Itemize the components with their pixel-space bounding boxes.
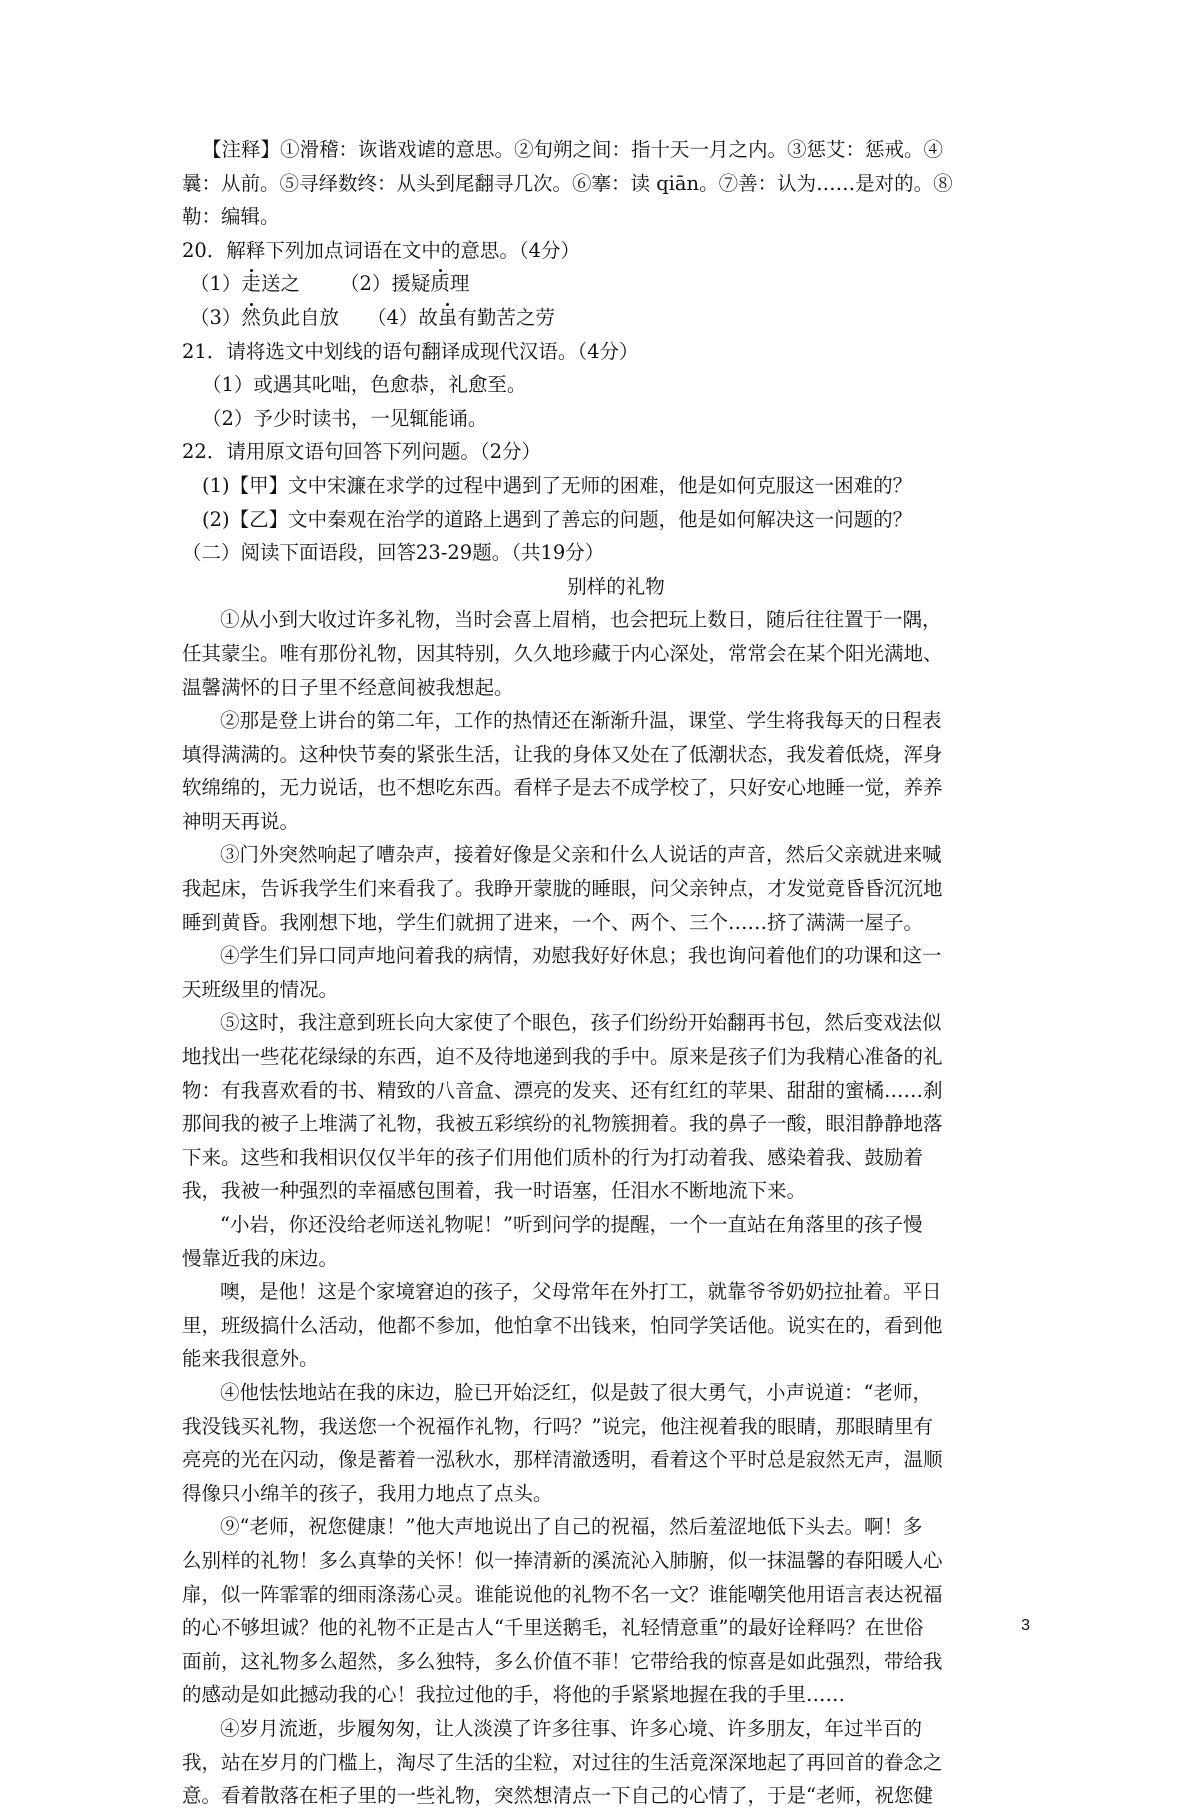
- q20-item-2: （2）援疑质理: [339, 272, 470, 296]
- paragraph-line: 里，班级搞什么活动，他都不参加，他怕拿不出钱来，怕同学笑话他。说实在的，看到他: [182, 1313, 943, 1337]
- paragraph-line: 我没钱买礼物，我送您一个祝福作礼物，行吗？”说完，他注视着我的眼睛，那眼睛里有: [182, 1414, 933, 1438]
- dotted-char: 然: [241, 305, 261, 329]
- question-items-row: [182, 267, 1042, 301]
- paragraph-line: ①从小到大收过许多礼物，当时会喜上眉梢，也会把玩上数日，随后往往置于一隅，: [220, 608, 942, 632]
- paragraph-line: ⑨“老师，祝您健康！”他大声地说出了自己的祝福，然后羞涩地低下头去。啊！多: [220, 1515, 923, 1539]
- paragraph-line: 得像只小绵羊的孩子，我用力地点了点头。: [182, 1481, 553, 1505]
- paragraph-line: 填得满满的。这种快节奏的紧张生活，让我的身体又处在了低潮状态，我发着低烧，浑身: [182, 742, 943, 766]
- paragraph-line: 任其蒙尘。唯有那份礼物，因其特别，久久地珍藏于内心深处，常常会在某个阳光满地、: [182, 641, 943, 665]
- dotted-char: 质: [430, 272, 450, 296]
- passage-paragraph: [182, 704, 1042, 838]
- question-item: (1)【甲】文中宋濂在求学的过程中遇到了无师的困难，他是如何克服这一困难的？: [202, 473, 913, 497]
- q20-item-3: （3）然负此自放: [190, 305, 339, 329]
- paragraph-line: 温馨满怀的日子里不经意间被我想起。: [182, 675, 514, 699]
- notes-line: 曩：从前。⑤寻绎数终：从头到尾翻寻几次。⑥搴：读 qiān。⑦善：认为……是对的。⑧: [182, 171, 953, 195]
- document-page: [182, 133, 1042, 1813]
- passage-paragraph: [182, 1006, 1042, 1208]
- paragraph-line: 天班级里的情况。: [182, 977, 339, 1001]
- paragraph-line: 能来我很意外。: [182, 1347, 319, 1371]
- passage-paragraph: [182, 603, 1042, 704]
- dotted-char: 走: [241, 272, 261, 296]
- q20-item-4: （4）故虽有勤苦之劳: [366, 305, 555, 329]
- passage-paragraph: [182, 1712, 1042, 1813]
- paragraph-line: 我起床，告诉我学生们来看我了。我睁开蒙胧的睡眼，问父亲钟点，才发觉竟昏昏沉沉地: [182, 877, 943, 901]
- q20-item-1: （1）走送之: [190, 272, 300, 296]
- paragraph-line: 那间我的被子上堆满了礼物，我被五彩缤纷的礼物簇拥着。我的鼻子一酸，眼泪静静地落: [182, 1112, 943, 1136]
- paragraph-line: 亮亮的光在闪动，像是蓄着一泓秋水，那样清澈透明，看着这个平时总是寂然无声，温顺: [182, 1448, 943, 1472]
- paragraph-line: 下来。这些和我相识仅仅半年的孩子们用他们质朴的行为打动着我、感染着我、鼓励着: [182, 1145, 924, 1169]
- dotted-char: 虽: [437, 305, 458, 329]
- passage-paragraph: [182, 939, 1042, 1006]
- question-stem: 21．请将选文中划线的语句翻译成现代汉语。（4分）: [182, 339, 639, 363]
- passage-paragraph: [182, 1208, 1042, 1275]
- paragraph-line: 意。看着散落在柜子里的一些礼物，突然想清点一下自己的心情了，于是“老师，祝您健: [182, 1784, 933, 1808]
- passage-title: 别样的礼物: [567, 574, 665, 598]
- paragraph-line: 地找出一些花花绿绿的东西，迫不及待地递到我的手中。原来是孩子们为我精心准备的礼: [182, 1045, 943, 1069]
- paragraph-line: 扉，似一阵霏霏的细雨涤荡心灵。谁能说他的礼物不名一文？谁能嘲笑他用语言表达祝福: [182, 1582, 943, 1606]
- notes-line: 【注释】①滑稽：诙谐戏谑的意思。②旬朔之间：指十天一月之内。③惩艾：惩戒。④: [202, 138, 944, 161]
- question-item: （2）予少时读书，一见辄能诵。: [202, 406, 488, 430]
- paragraph-line: 面前，这礼物多么超然，多么独特，多么价值不菲！它带给我的惊喜是如此强烈，带给我: [182, 1649, 943, 1673]
- paragraph-line: ③门外突然响起了嘈杂声，接着好像是父亲和什么人说话的声音，然后父亲就进来喊: [220, 843, 942, 867]
- page-number: 3: [1021, 1617, 1030, 1634]
- paragraph-line: 神明天再说。: [182, 809, 300, 833]
- passage-paragraph: [182, 838, 1042, 939]
- paragraph-line: “小岩，你还没给老师送礼物呢！”听到问学的提醒，一个一直站在角落里的孩子慢: [220, 1213, 923, 1236]
- paragraph-line: 慢靠近我的床边。: [182, 1246, 339, 1270]
- paragraph-line: 的心不够坦诚？他的礼物不正是古人“千里送鹅毛，礼轻情意重”的最好诠释吗？在世俗: [182, 1616, 924, 1640]
- notes-block: [182, 133, 1042, 234]
- passage-paragraph: [182, 1275, 1042, 1376]
- question-20: [182, 234, 1042, 335]
- paragraph-line: ②那是登上讲台的第二年，工作的热情还在渐渐升温，课堂、学生将我每天的日程表: [220, 709, 942, 733]
- paragraph-line: 的感动是如此撼动我的心！我拉过他的手，将他的手紧紧地握在我的手里……: [182, 1683, 846, 1707]
- section-stem: （二）阅读下面语段，回答23-29题。（共19分）: [182, 541, 605, 565]
- paragraph-line: 睡到黄昏。我刚想下地，学生们就拥了进来，一个、两个、三个……挤了满满一屋子。: [182, 910, 924, 934]
- reading-section-2: [182, 536, 1042, 1813]
- paragraph-line: ④他怯怯地站在我的床边，脸已开始泛红，似是鼓了很大勇气，小声说道：“老师，: [220, 1380, 932, 1404]
- question-21: [182, 335, 1042, 436]
- paragraph-line: 我，我被一种强烈的幸福感包围着，我一时语塞，任泪水不断地流下来。: [182, 1179, 807, 1203]
- notes-line: 勒：编辑。: [182, 205, 280, 229]
- question-item: (2)【乙】文中秦观在治学的道路上遇到了善忘的问题，他是如何解决这一问题的？: [202, 507, 913, 531]
- paragraph-line: ④学生们异口同声地问着我的病情，劝慰我好好休息；我也询问着他们的功课和这一: [220, 944, 942, 968]
- paragraph-line: ⑤这时，我注意到班长向大家使了个眼色，孩子们纷纷开始翻再书包，然后变戏法似: [220, 1011, 942, 1035]
- question-stem: 20．解释下列加点词语在文中的意思。（4分）: [182, 238, 580, 262]
- question-stem: 22．请用原文语句回答下列问题。（2分）: [182, 440, 541, 464]
- paragraph-line: 么别样的礼物！多么真挚的关怀！似一捧清新的溪流沁入肺腑，似一抹温馨的春阳暖人心: [182, 1548, 943, 1572]
- paragraph-line: 软绵绵的，无力说话，也不想吃东西。看样子是去不成学校了，只好安心地睡一觉，养养: [182, 776, 943, 800]
- paragraph-line: ④岁月流逝，步履匆匆，让人淡漠了许多往事、许多心境、许多朋友，年过半百的: [220, 1716, 923, 1740]
- question-item: （1）或遇其叱咄，色愈恭，礼愈至。: [202, 373, 527, 397]
- paragraph-line: 噢，是他！这是个家境窘迫的孩子，父母常年在外打工，就靠爷爷奶奶拉扯着。平日: [220, 1280, 942, 1304]
- paragraph-line: 物：有我喜欢看的书、精致的八音盒、漂亮的发夹、还有红红的苹果、甜甜的蜜橘……刹: [182, 1078, 943, 1102]
- passage-paragraph: [182, 1376, 1042, 1510]
- passage-paragraph: [182, 1510, 1042, 1712]
- question-22: [182, 435, 1042, 536]
- question-items-row: [182, 301, 1042, 335]
- paragraph-line: 我，站在岁月的门槛上，淘尽了生活的尘粒，对过往的生活竟深深地起了再回首的眷念之: [182, 1750, 943, 1774]
